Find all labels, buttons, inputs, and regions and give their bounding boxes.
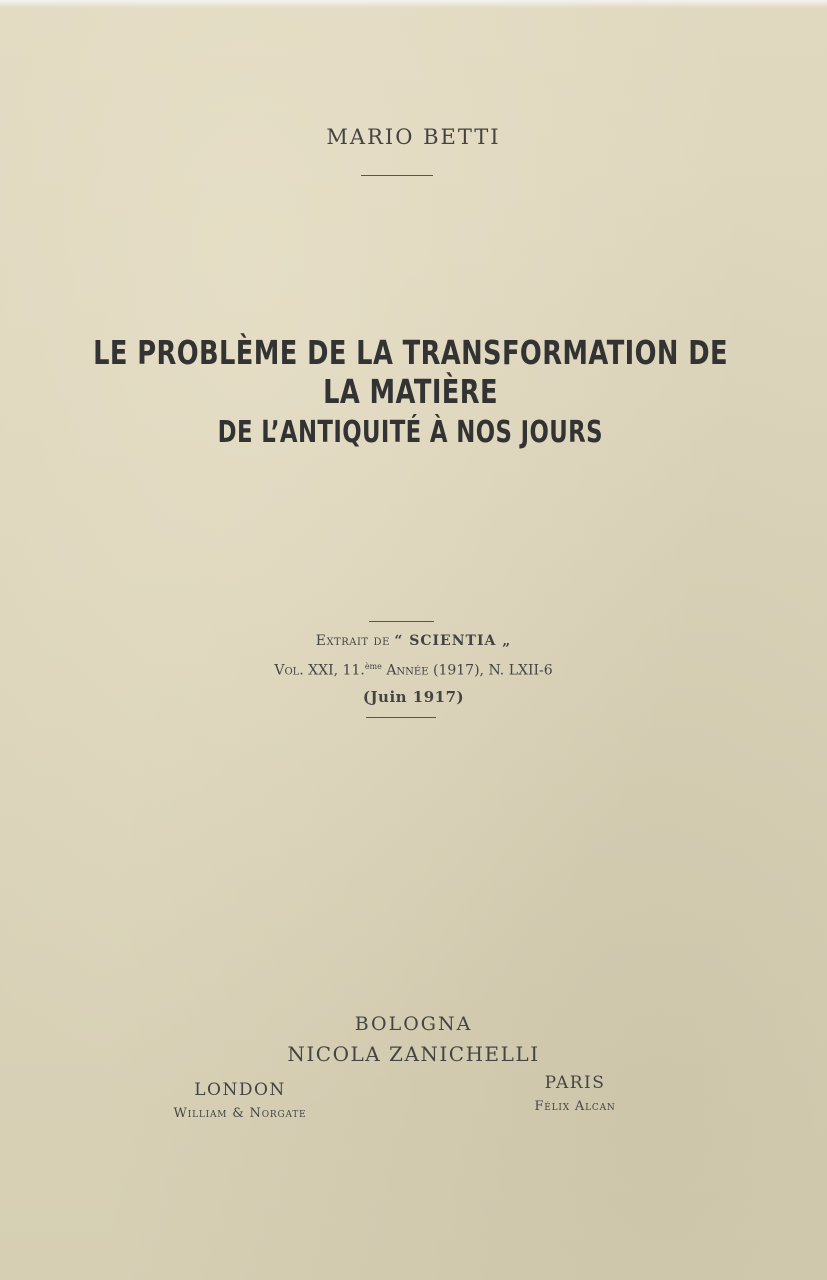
extract-line bbox=[0, 633, 827, 649]
paris-city: PARIS bbox=[544, 1073, 606, 1093]
edition-superscript: ème bbox=[364, 662, 382, 671]
author-name: MARIO BETTI bbox=[326, 125, 501, 149]
volume-line bbox=[0, 662, 827, 679]
paris-publisher: Félix Alcan bbox=[534, 1099, 616, 1114]
volume-prefix: Vol. XXI, 11. bbox=[274, 662, 365, 679]
imprint-city: BOLOGNA bbox=[354, 1013, 473, 1035]
title-line-1: LE PROBLÈME DE LA TRANSFORMATION DE LA MATIÈRE bbox=[93, 333, 728, 411]
title-line-2: DE L’ANTIQUITÉ À NOS JOURS bbox=[217, 415, 603, 450]
paris-imprint bbox=[500, 1073, 650, 1114]
page-top-edge bbox=[0, 0, 827, 8]
journal-name: “ SCIENTIA „ bbox=[394, 633, 512, 649]
extract-bottom-divider bbox=[366, 717, 436, 718]
extract-prefix: Extrait de bbox=[315, 633, 390, 649]
author-divider bbox=[361, 175, 433, 176]
london-publisher: William & Norgate bbox=[173, 1106, 307, 1121]
london-imprint bbox=[160, 1080, 320, 1121]
imprint-publisher: NICOLA ZANICHELLI bbox=[287, 1042, 540, 1066]
london-city: LONDON bbox=[194, 1080, 286, 1100]
issue-date: (Juin 1917) bbox=[362, 688, 465, 706]
volume-suffix: Année (1917), N. LXII-6 bbox=[381, 662, 553, 679]
extract-top-divider bbox=[369, 621, 434, 622]
